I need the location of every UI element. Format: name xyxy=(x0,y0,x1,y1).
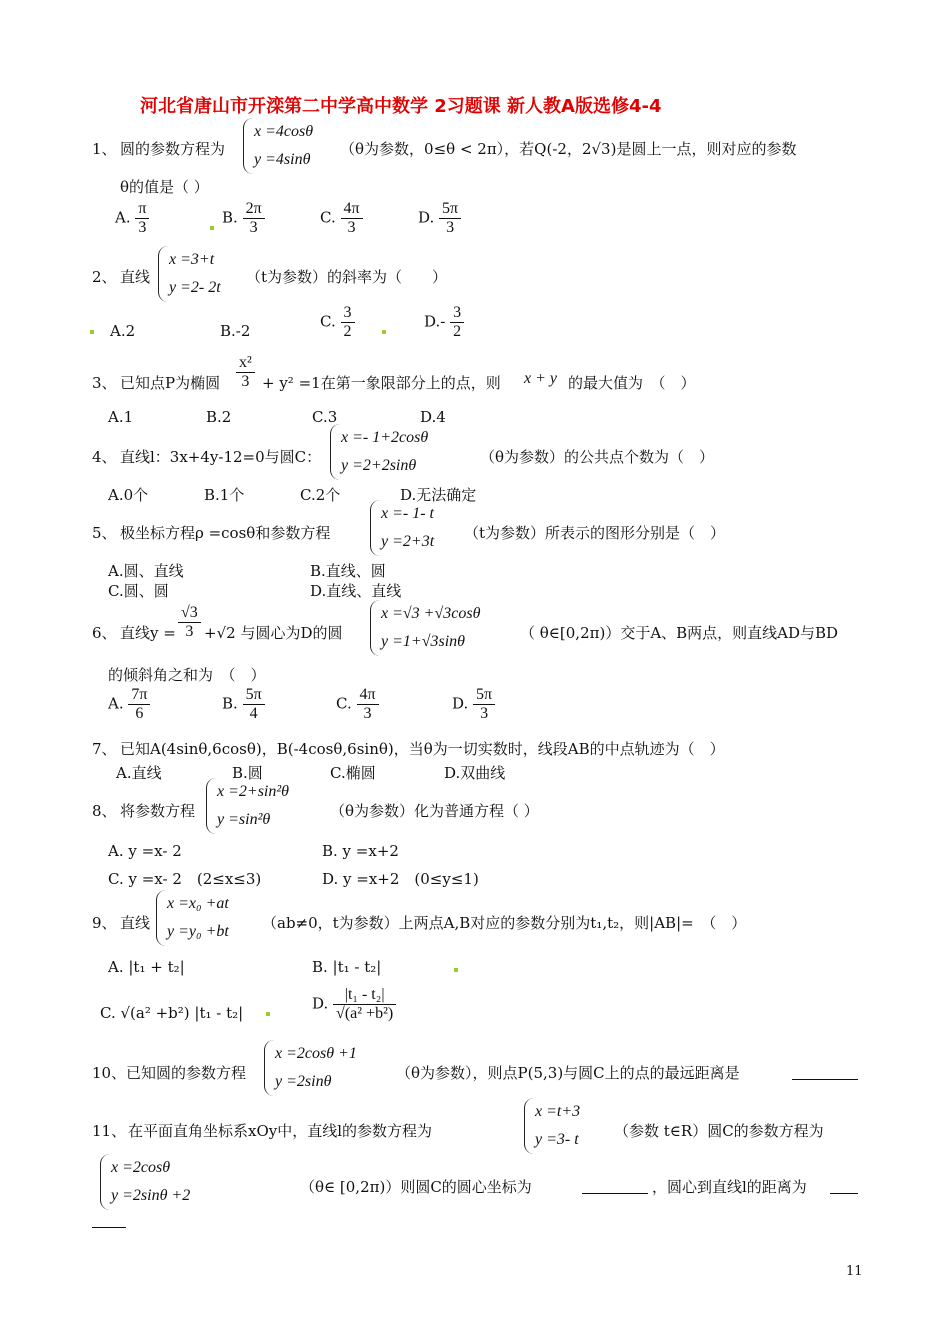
option-a: A. $\frac{7\pi}{6}$ xyxy=(108,686,150,723)
option-c: C.3 xyxy=(312,408,338,426)
option-b: B.圆 xyxy=(232,764,263,782)
option-b: B. $\frac{5\pi}{4}$ xyxy=(222,686,265,723)
equation-y: y =4sinθ xyxy=(254,151,311,168)
question-text: 圆的参数方程为 xyxy=(120,140,226,158)
question-text: 在平面直角坐标系xOy中，直线l的参数方程为 xyxy=(128,1122,433,1140)
question-number: 1、 xyxy=(92,140,117,158)
question-text: （θ为参数）的公共点个数为（ ） xyxy=(480,448,715,466)
parametric-system: x =t+3 y =3- t xyxy=(524,1098,580,1154)
parametric-system: x =2+sin²θ y =sin²θ xyxy=(206,778,289,834)
option-b: B. $\frac{2\pi}{3}$ xyxy=(222,200,265,237)
option-d: D.- $\frac{3}{2}$ xyxy=(424,304,464,341)
question-text: （θ为参数，0≤θ < 2π），若Q(-2，2√3)是圆上一点，则对应的参数 xyxy=(340,140,797,158)
option-c: C. $\frac{4\pi}{3}$ xyxy=(336,686,379,723)
question-text: （θ为参数）化为普通方程（ ） xyxy=(330,802,539,820)
question-text: 直线 xyxy=(120,914,151,932)
option-d: D.4 xyxy=(420,408,446,426)
option-a: A.0个 xyxy=(108,486,149,504)
question-text: 已知点P为椭圆 xyxy=(120,374,221,392)
option-b: B. |t₁ - t₂| xyxy=(312,958,382,976)
question-text: + y² =1在第一象限部分上的点，则 xyxy=(262,374,501,392)
question-text: （t为参数）的斜率为（ ） xyxy=(246,268,448,286)
question-text: （θ为参数），则点P(5,3)与圆C上的点的最远距离是 xyxy=(396,1064,740,1082)
answer-blank[interactable] xyxy=(830,1192,858,1194)
option-c: C.圆、圆 xyxy=(108,582,169,600)
question-text: （θ∈ [0,2π)）则圆C的圆心坐标为 xyxy=(300,1178,532,1196)
page-title: 河北省唐山市开滦第二中学高中数学 2习题课 新人教A版选修4-4 xyxy=(140,96,662,117)
option-d: D.直线、直线 xyxy=(310,582,402,600)
question-number: 8、 xyxy=(92,802,117,820)
question-number: 7、 xyxy=(92,740,117,758)
question-text: 极坐标方程ρ =cosθ和参数方程 xyxy=(120,524,331,542)
fraction: $\frac{√3}{3}$ xyxy=(178,604,201,641)
fraction: $\frac{\text{x²}}{3}$ xyxy=(236,354,255,391)
question-text: （ab≠0，t为参数）上两点A,B对应的参数分别为t₁,t₂，则|AB|= （ ） xyxy=(262,914,747,932)
question-text: 直线 xyxy=(120,268,151,286)
question-text: ，圆心到直线l的距离为 xyxy=(652,1178,807,1196)
question-text: 已知A(4sinθ,6cosθ)，B(-4cosθ,6sinθ)，当θ为一切实数时，线段AB的中点轨迹为（ ） xyxy=(120,740,725,758)
option-a: A.直线 xyxy=(116,764,162,782)
option-d: D. $\frac{5\pi}{3}$ xyxy=(418,200,461,237)
question-number: 4、 xyxy=(92,448,117,466)
parametric-system: x =2cosθ y =2sinθ +2 xyxy=(100,1154,190,1210)
question-number: 5、 xyxy=(92,524,117,542)
option-b: B.-2 xyxy=(220,322,251,340)
option-a: A. y =x- 2 xyxy=(108,842,182,860)
option-a: A.2 xyxy=(110,322,136,340)
question-number: 2、 xyxy=(92,268,117,286)
option-b: B.2 xyxy=(206,408,232,426)
question-text: （t为参数）所表示的图形分别是（ ） xyxy=(464,524,726,542)
answer-blank[interactable] xyxy=(582,1192,648,1194)
question-text: 直线l：3x+4y-12=0与圆C： xyxy=(120,448,322,466)
option-a: A. |t₁ + t₂| xyxy=(108,958,185,976)
question-text: +√2 与圆心为D的圆 xyxy=(204,624,343,642)
option-b: B.直线、圆 xyxy=(310,562,386,580)
option-c: C. √(a² +b²) |t₁ - t₂| xyxy=(100,1004,244,1022)
answer-blank[interactable] xyxy=(92,1226,126,1228)
scan-dot xyxy=(382,330,386,334)
parametric-system: x =2cosθ +1 y =2sinθ xyxy=(264,1040,357,1096)
scan-dot xyxy=(266,1012,270,1016)
question-text: 的倾斜角之和为 （ ） xyxy=(108,666,266,684)
option-d: D.无法确定 xyxy=(400,486,477,504)
parametric-system: x =- 1- t y =2+3t xyxy=(370,500,434,556)
fraction: $\frac{4\pi}{3}$ xyxy=(341,200,363,237)
question-number: 11、 xyxy=(92,1122,127,1140)
option-d: D. y =x+2 (0≤y≤1) xyxy=(322,870,479,888)
option-a: A. $\frac{\pi}{3}$ xyxy=(115,200,149,237)
option-c: C. y =x- 2 (2≤x≤3) xyxy=(108,870,262,888)
page-number: 11 xyxy=(846,1264,863,1279)
option-d: D.双曲线 xyxy=(444,764,506,782)
option-c: C. $\frac{4\pi}{3}$ xyxy=(320,200,363,237)
parametric-system: x =x₀ +at y =y₀ +bt xyxy=(156,890,229,946)
question-text: θ的值是（ ） xyxy=(120,178,209,196)
question-text: （ θ∈[0,2π)）交于A、B两点，则直线AD与BD xyxy=(520,624,839,642)
option-d: D. $\frac{5\pi}{3}$ xyxy=(452,686,495,723)
option-b: B. y =x+2 xyxy=(322,842,399,860)
option-a: A.1 xyxy=(108,408,134,426)
parametric-system: x =√3 +√3cosθ y =1+√3sinθ xyxy=(370,600,480,656)
scan-dot xyxy=(454,968,458,972)
fraction: $\frac{5\pi}{3}$ xyxy=(439,200,461,237)
question-text: （参数 t∈R）圆C的参数方程为 xyxy=(614,1122,824,1140)
fraction: $\frac{\pi}{3}$ xyxy=(135,200,149,237)
question-number: 9、 xyxy=(92,914,117,932)
question-number: 6、 xyxy=(92,624,117,642)
fraction: $\frac{2\pi}{3}$ xyxy=(243,200,265,237)
option-c: C.椭圆 xyxy=(330,764,376,782)
parametric-system: x =- 1+2cosθ y =2+2sinθ xyxy=(330,424,428,480)
question-text: 的最大值为 （ ） xyxy=(568,374,696,392)
question-number: 10、 xyxy=(92,1064,127,1082)
question-text: 直线y = xyxy=(120,624,176,642)
parametric-system: x =3+t y =2- 2t xyxy=(158,246,221,302)
question-text: 已知圆的参数方程 xyxy=(126,1064,247,1082)
question-number: 3、 xyxy=(92,374,117,392)
option-c: C. $\frac{3}{2}$ xyxy=(320,304,355,341)
parametric-system xyxy=(243,118,313,174)
equation-x: x =4cosθ xyxy=(254,123,314,140)
question-text: 将参数方程 xyxy=(120,802,196,820)
option-c: C.2个 xyxy=(300,486,341,504)
option-d: D. $\frac{\text{|t₁ - t₂|}}{\text{√(a² +b²)}}$ xyxy=(312,986,396,1023)
math-expression: x + y xyxy=(524,370,557,387)
option-a: A.圆、直线 xyxy=(108,562,184,580)
option-b: B.1个 xyxy=(204,486,245,504)
scan-dot xyxy=(90,330,94,334)
answer-blank[interactable] xyxy=(792,1078,858,1080)
scan-dot xyxy=(210,226,214,230)
